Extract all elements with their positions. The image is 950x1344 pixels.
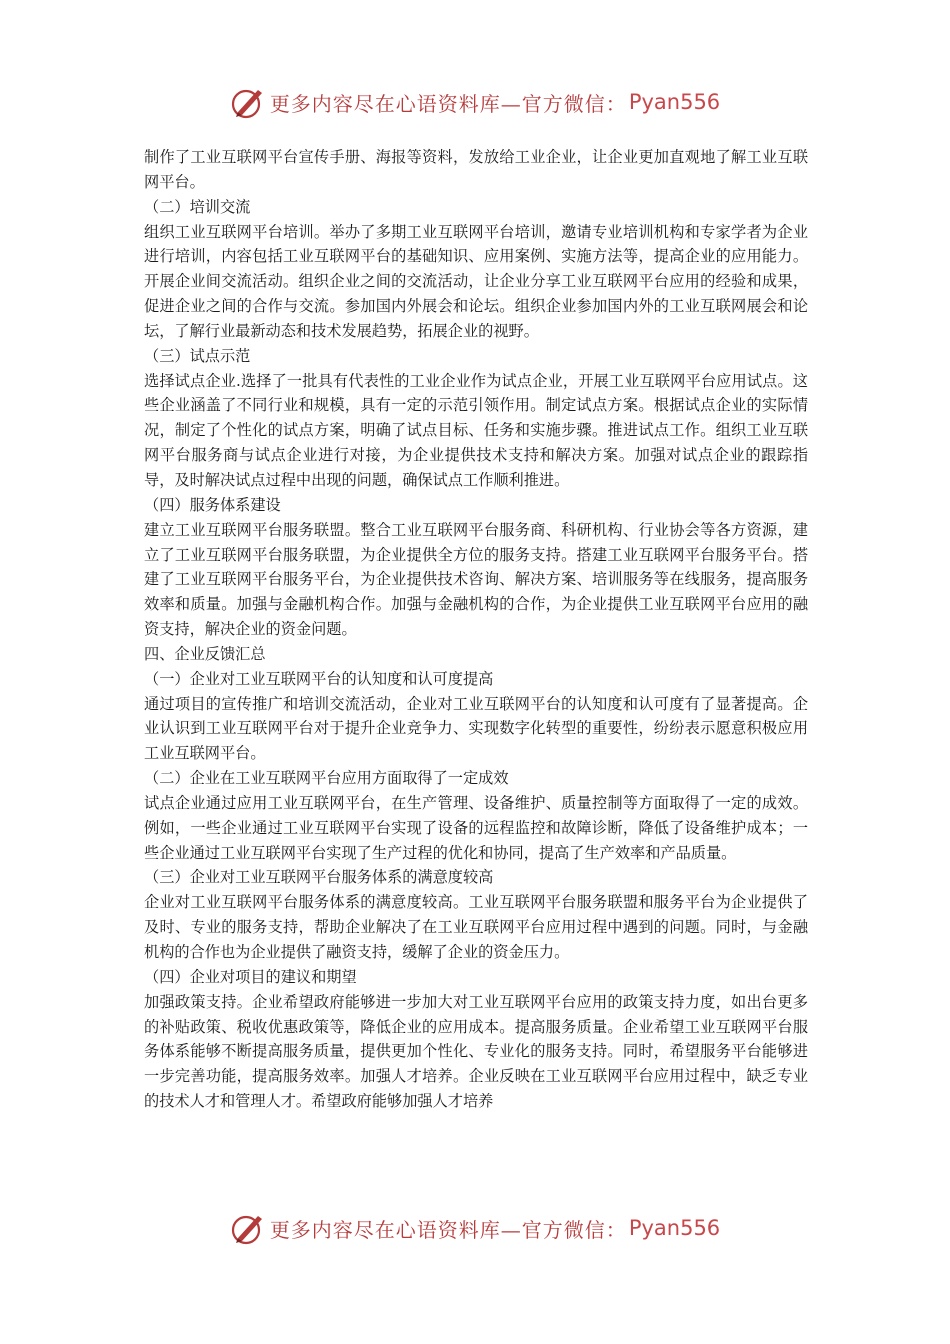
body-paragraph: 建立工业互联网平台服务联盟。整合工业互联网平台服务商、科研机构、行业协会等各方资源，建立了工业互联网平台服务联盟，为企业提供全方位的服务支持。搭建工业互联网平台服务平台。搭建了工业互联网平台服务平台，为企业提供技术咨询、解决方案、培训服务等在线服务，提高服务效率和质量。加强与金融机构合作。加强与金融机构的合作，为企业提供工业互联网平台应用的融资支持，解决企业的资金问题。 <box>144 520 808 639</box>
pen-logo-icon <box>230 84 266 120</box>
section-heading: （三）试点示范 <box>144 346 251 365</box>
body-paragraph: 企业对工业互联网平台服务体系的满意度较高。工业互联网平台服务联盟和服务平台为企业提供了及时、专业的服务支持，帮助企业解决了在工业互联网平台应用过程中遇到的问题。同时，与金融机构的合作也为企业提供了融资支持，缓解了企业的资金压力。 <box>144 893 808 961</box>
header-watermark-id: Pyan556 <box>628 90 721 114</box>
pen-logo-icon <box>230 1210 266 1246</box>
document-body <box>144 145 808 1114</box>
section-heading: （一）企业对工业互联网平台的认知度和认可度提高 <box>144 669 494 688</box>
section-heading: （四）服务体系建设 <box>144 495 281 514</box>
body-paragraph: 试点企业通过应用工业互联网平台，在生产管理、设备维护、质量控制等方面取得了一定的成效。例如，一些企业通过工业互联网平台实现了设备的远程监控和故障诊断，降低了设备维护成本；一些企业通过工业互联网平台实现了生产过程的优化和协同，提高了生产效率和产品质量。 <box>144 793 808 862</box>
header-watermark-banner <box>0 82 950 122</box>
section-heading: （二）企业在工业互联网平台应用方面取得了一定成效 <box>144 769 509 788</box>
body-paragraph: 加强政策支持。企业希望政府能够进一步加大对工业互联网平台应用的政策支持力度，如出台更多的补贴政策、税收优惠政策等，降低企业的应用成本。提高服务质量。企业希望工业互联网平台服务体系能够不断提高服务质量，提供更加个性化、专业化的服务支持。同时，希望服务平台能够进一步完善功能，提高服务效率。加强人才培养。企业反映在工业互联网平台应用过程中，缺乏专业的技术人才和管理人才。希望政府能够加强人才培养 <box>144 992 808 1111</box>
footer-watermark-id: Pyan556 <box>628 1216 721 1240</box>
chapter-heading: 四、企业反馈汇总 <box>144 644 266 663</box>
footer-watermark-banner <box>0 1208 950 1248</box>
section-heading: （二）培训交流 <box>144 197 251 216</box>
body-paragraph: 制作了工业互联网平台宣传手册、海报等资料，发放给工业企业，让企业更加直观地了解工业互联网平台。 <box>144 148 808 191</box>
body-paragraph: 组织工业互联网平台培训。举办了多期工业互联网平台培训，邀请专业培训机构和专家学者为企业进行培训，内容包括工业互联网平台的基础知识、应用案例、实施方法等，提高企业的应用能力。开展企业间交流活动。组织企业之间的交流活动，让企业分享工业互联网平台应用的经验和成果，促进企业之间的合作与交流。参加国内外展会和论坛。组织企业参加国内外的工业互联网展会和论坛，了解行业最新动态和技术发展趋势，拓展企业的视野。 <box>144 222 808 340</box>
body-paragraph: 通过项目的宣传推广和培训交流活动，企业对工业互联网平台的认知度和认可度有了显著提高。企业认识到工业互联网平台对于提升企业竞争力、实现数字化转型的重要性，纷纷表示愿意积极应用工业互联网平台。 <box>144 694 808 763</box>
footer-watermark-text: 更多内容尽在心语资料库—官方微信： <box>269 1217 627 1242</box>
body-paragraph: 选择试点企业.选择了一批具有代表性的工业企业作为试点企业，开展工业互联网平台应用试点。这些企业涵盖了不同行业和规模，具有一定的示范引领作用。制定试点方案。根据试点企业的实际情况，制定了个性化的试点方案，明确了试点目标、任务和实施步骤。推进试点工作。组织工业互联网平台服务商与试点企业进行对接，为企业提供技术支持和解决方案。加强对试点企业的跟踪指导，及时解决试点过程中出现的问题，确保试点工作顺利推进。 <box>144 371 808 489</box>
section-heading: （三）企业对工业互联网平台服务体系的满意度较高 <box>144 868 494 887</box>
header-watermark-text: 更多内容尽在心语资料库—官方微信： <box>269 91 627 116</box>
section-heading: （四）企业对项目的建议和期望 <box>144 967 357 986</box>
